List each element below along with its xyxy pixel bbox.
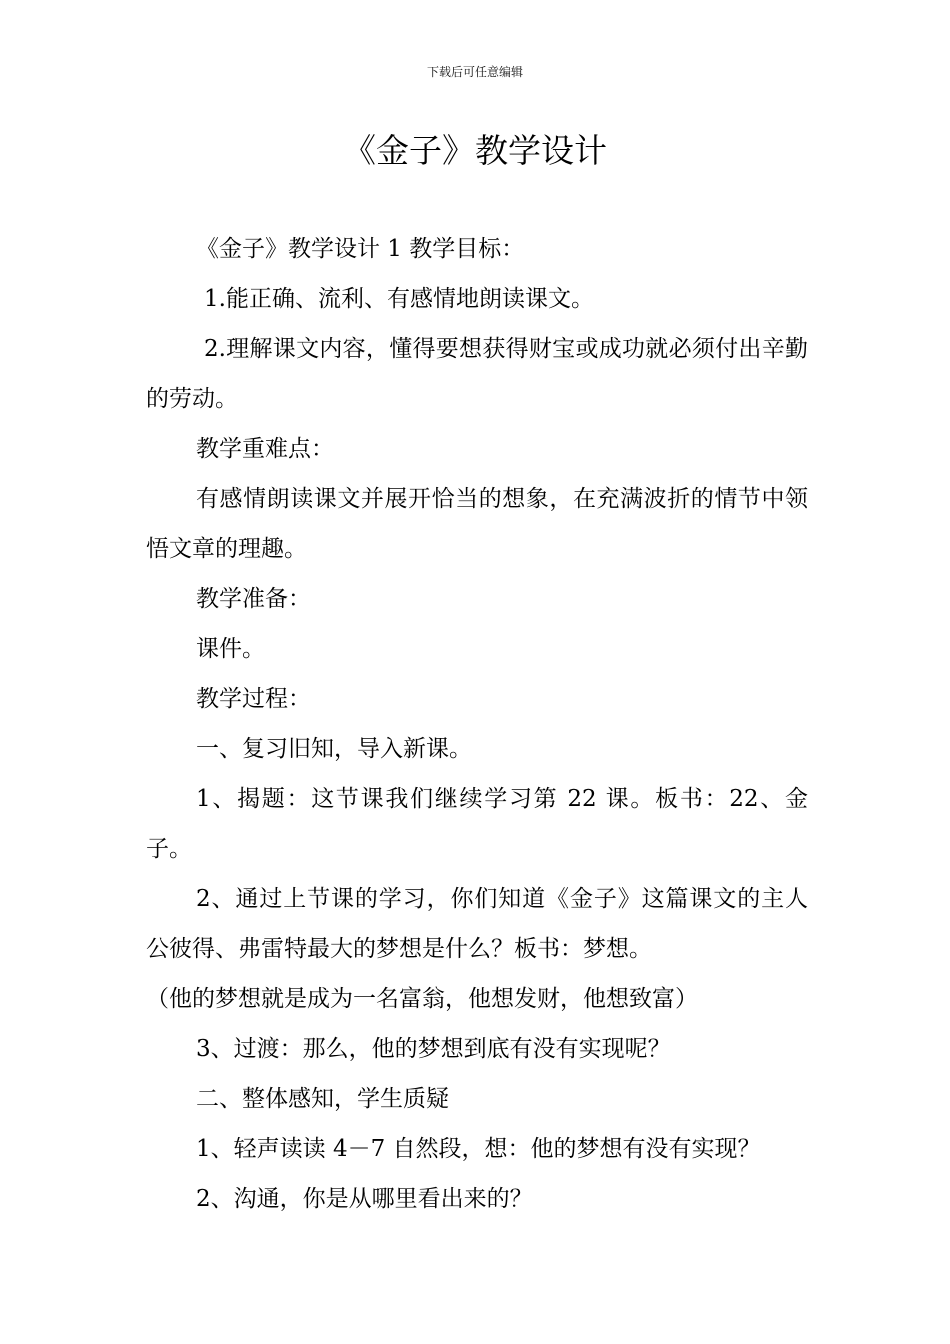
paragraph-objectives-heading: 《金子》教学设计 1 教学目标： (196, 236, 525, 262)
paragraph-step-2-note: （他的梦想就是成为一名富翁，他想发财，他想致富） (146, 986, 698, 1012)
paragraph-section-2-step-2: 2、沟通，你是从哪里看出来的？ (196, 1186, 533, 1212)
paragraph-preparation: 课件。 (196, 636, 265, 662)
paragraph-step-2: 2、通过上节课的学习，你们知道《金子》这篇课文的主人公彼得、弗雷特最大的梦想是什么？板书：梦想。 (146, 886, 808, 962)
paragraph-objective-1: 1.能正确、流利、有感情地朗读课文。 (204, 286, 594, 312)
document-title: 《金子》教学设计 (343, 131, 607, 170)
document-body (146, 224, 808, 1224)
paragraph-objective-2: 2.理解课文内容，懂得要想获得财宝或成功就必须付出辛勤的劳动。 (146, 336, 808, 412)
paragraph-step-3: 3、过渡：那么，他的梦想到底有没有实现呢？ (196, 1036, 671, 1062)
paragraph-process-heading: 教学过程： (196, 686, 311, 712)
paragraph-section-2-step-1: 1、轻声读读 4－7 自然段，想：他的梦想有没有实现？ (196, 1136, 761, 1162)
paragraph-step-1: 1、揭题：这节课我们继续学习第 22 课。板书：22、金子。 (146, 786, 808, 862)
paragraph-key-points: 有感情朗读课文并展开恰当的想象，在充满波折的情节中领悟文章的理趣。 (146, 486, 808, 562)
paragraph-key-points-heading: 教学重难点： (196, 436, 334, 462)
paragraph-preparation-heading: 教学准备： (196, 586, 311, 612)
paragraph-section-2: 二、整体感知，学生质疑 (196, 1086, 449, 1112)
header-note: 下载后可任意编辑 (426, 65, 523, 79)
paragraph-section-1: 一、复习旧知，导入新课。 (196, 736, 472, 762)
